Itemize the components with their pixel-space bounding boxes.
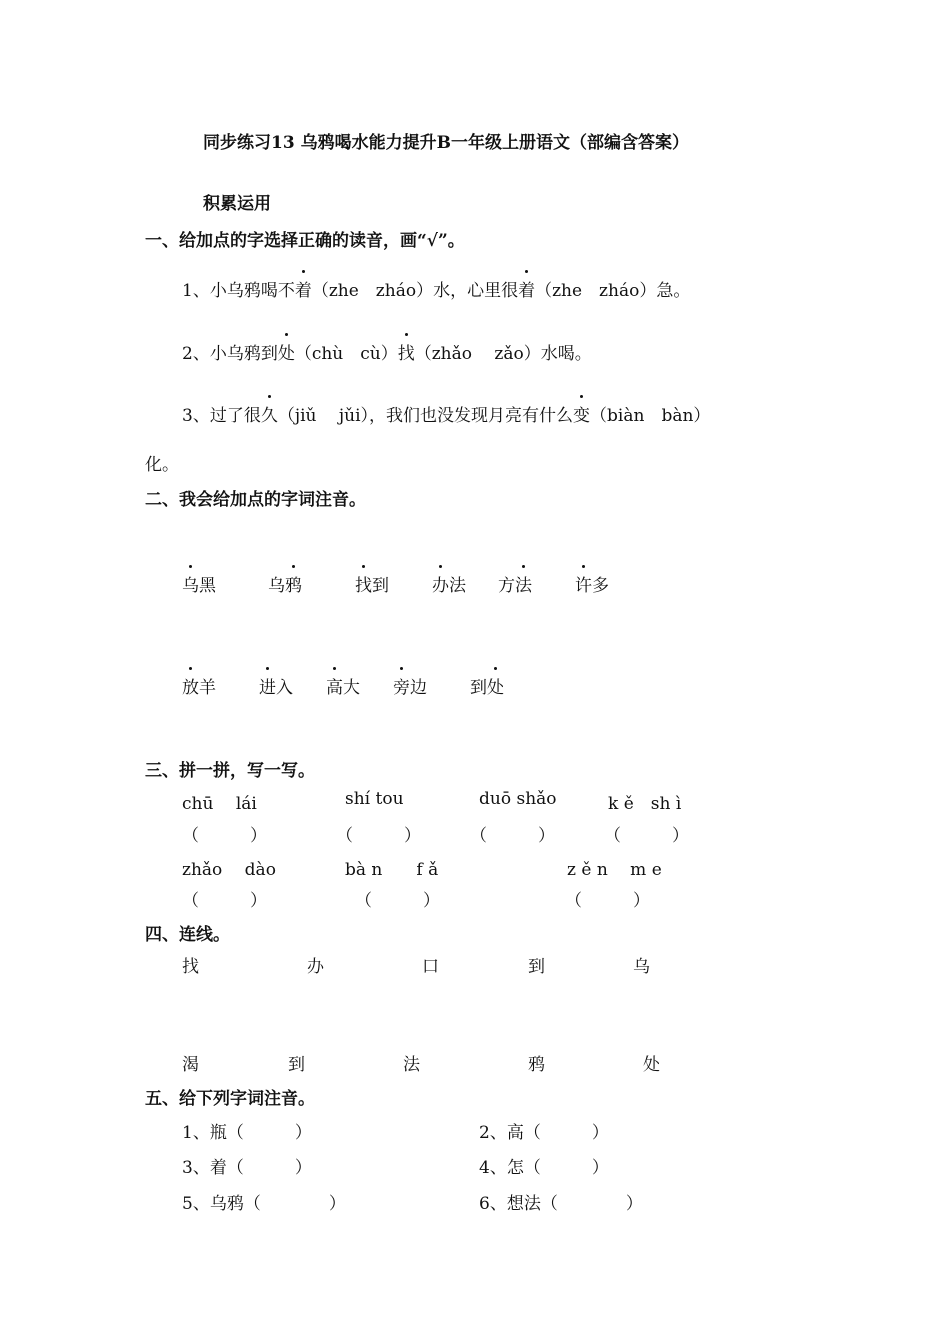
word-item [182,571,216,596]
dotted-char: 找 [398,339,415,364]
section1-heading: 一、给加点的字选择正确的读音，画“√”。 [145,231,465,251]
word-item [326,673,360,698]
word-item [575,571,609,596]
word-rest: 边 [410,678,427,698]
q3-text-b: （jiǔ jǔi），我们也没发现月亮有什么 [277,406,574,426]
pinyin-item: z ě n m e [567,860,662,880]
q2-text-a: 2、小乌鸦到 [182,344,278,364]
answer-blank[interactable]: （ ） [565,891,650,911]
word-rest: 法 [449,576,466,596]
answer-blank[interactable]: （ ） [182,826,267,846]
dotted-char: 变 [573,401,590,426]
answer-blank[interactable]: （ ） [470,826,555,846]
dotted-char: 放 [182,673,199,698]
word-rest: 入 [276,678,293,698]
word-item [470,673,504,698]
match-bottom-item[interactable]: 到 [288,1055,305,1075]
question-1 [182,276,690,301]
word-pre: 乌 [268,576,285,596]
match-top-item[interactable]: 到 [528,957,545,977]
word-rest: 多 [592,576,609,596]
dotted-char: 找 [355,571,372,596]
dotted-char: 乌 [182,571,199,596]
phonetic-item[interactable]: 5、乌鸦（ ） [182,1194,346,1214]
dotted-char: 法 [515,571,532,596]
match-bottom-item[interactable]: 处 [643,1055,660,1075]
phonetic-item[interactable]: 1、瓶（ ） [182,1123,312,1143]
match-bottom-item[interactable]: 渴 [182,1055,199,1075]
dotted-char: 旁 [393,673,410,698]
word-rest: 羊 [199,678,216,698]
dotted-char: 久 [261,401,278,426]
pinyin-item: chū lái [182,794,257,814]
section3-heading: 三、拼一拼，写一写。 [145,761,315,781]
dotted-char: 着 [295,276,312,301]
question-3 [182,401,710,426]
phonetic-item[interactable]: 2、高（ ） [479,1123,609,1143]
dotted-char: 办 [432,571,449,596]
match-top-item[interactable]: 口 [422,957,439,977]
q2-text-b: （chù cù） [294,344,398,364]
word-item [259,673,293,698]
word-rest: 黑 [199,576,216,596]
pinyin-item: duō shǎo [479,789,557,809]
dotted-char: 高 [326,673,343,698]
q1-text-a: 1、小乌鸦喝不 [182,281,295,301]
word-item [182,673,216,698]
subtitle: 积累运用 [203,194,271,214]
dotted-char: 鸦 [285,571,302,596]
word-pre: 到 [470,678,487,698]
pinyin-item: zhǎo dào [182,860,276,880]
q3-text-a: 3、过了很 [182,406,261,426]
section4-heading: 四、连线。 [145,925,230,945]
word-item [498,571,532,596]
pinyin-item: bà n f ǎ [345,860,439,880]
word-pre: 方 [498,576,515,596]
phonetic-item[interactable]: 6、想法（ ） [479,1194,643,1214]
dotted-char: 着 [518,276,535,301]
q1-text-b: （zhe zháo）水，心里很 [311,281,519,301]
pinyin-item: k ě sh ì [608,794,682,814]
question-3-continued: 化。 [145,455,179,475]
answer-blank[interactable]: （ ） [336,826,421,846]
page-title: 同步练习13 乌鸦喝水能力提升B一年级上册语文（部编含答案） [203,133,689,153]
answer-blank[interactable]: （ ） [355,891,440,911]
phonetic-item[interactable]: 4、怎（ ） [479,1158,609,1178]
q3-text-c: （biàn bàn） [590,406,711,426]
word-item [268,571,302,596]
word-item [393,673,427,698]
question-2 [182,339,592,364]
phonetic-item[interactable]: 3、着（ ） [182,1158,312,1178]
q1-text-c: （zhe zháo）急。 [535,281,691,301]
pinyin-item: shí tou [345,789,404,809]
word-rest: 大 [343,678,360,698]
match-bottom-item[interactable]: 鸦 [528,1055,545,1075]
section2-heading: 二、我会给加点的字词注音。 [145,490,366,510]
answer-blank[interactable]: （ ） [604,826,689,846]
match-top-item[interactable]: 办 [307,957,324,977]
match-top-item[interactable]: 找 [182,957,199,977]
dotted-char: 处 [278,339,295,364]
answer-blank[interactable]: （ ） [182,891,267,911]
q2-text-c: （zhǎo zǎo）水喝。 [414,344,592,364]
dotted-char: 处 [487,673,504,698]
dotted-char: 许 [575,571,592,596]
section5-heading: 五、给下列字词注音。 [145,1089,315,1109]
word-item [355,571,389,596]
word-item [432,571,466,596]
word-rest: 到 [372,576,389,596]
match-top-item[interactable]: 乌 [633,957,650,977]
match-bottom-item[interactable]: 法 [403,1055,420,1075]
dotted-char: 进 [259,673,276,698]
